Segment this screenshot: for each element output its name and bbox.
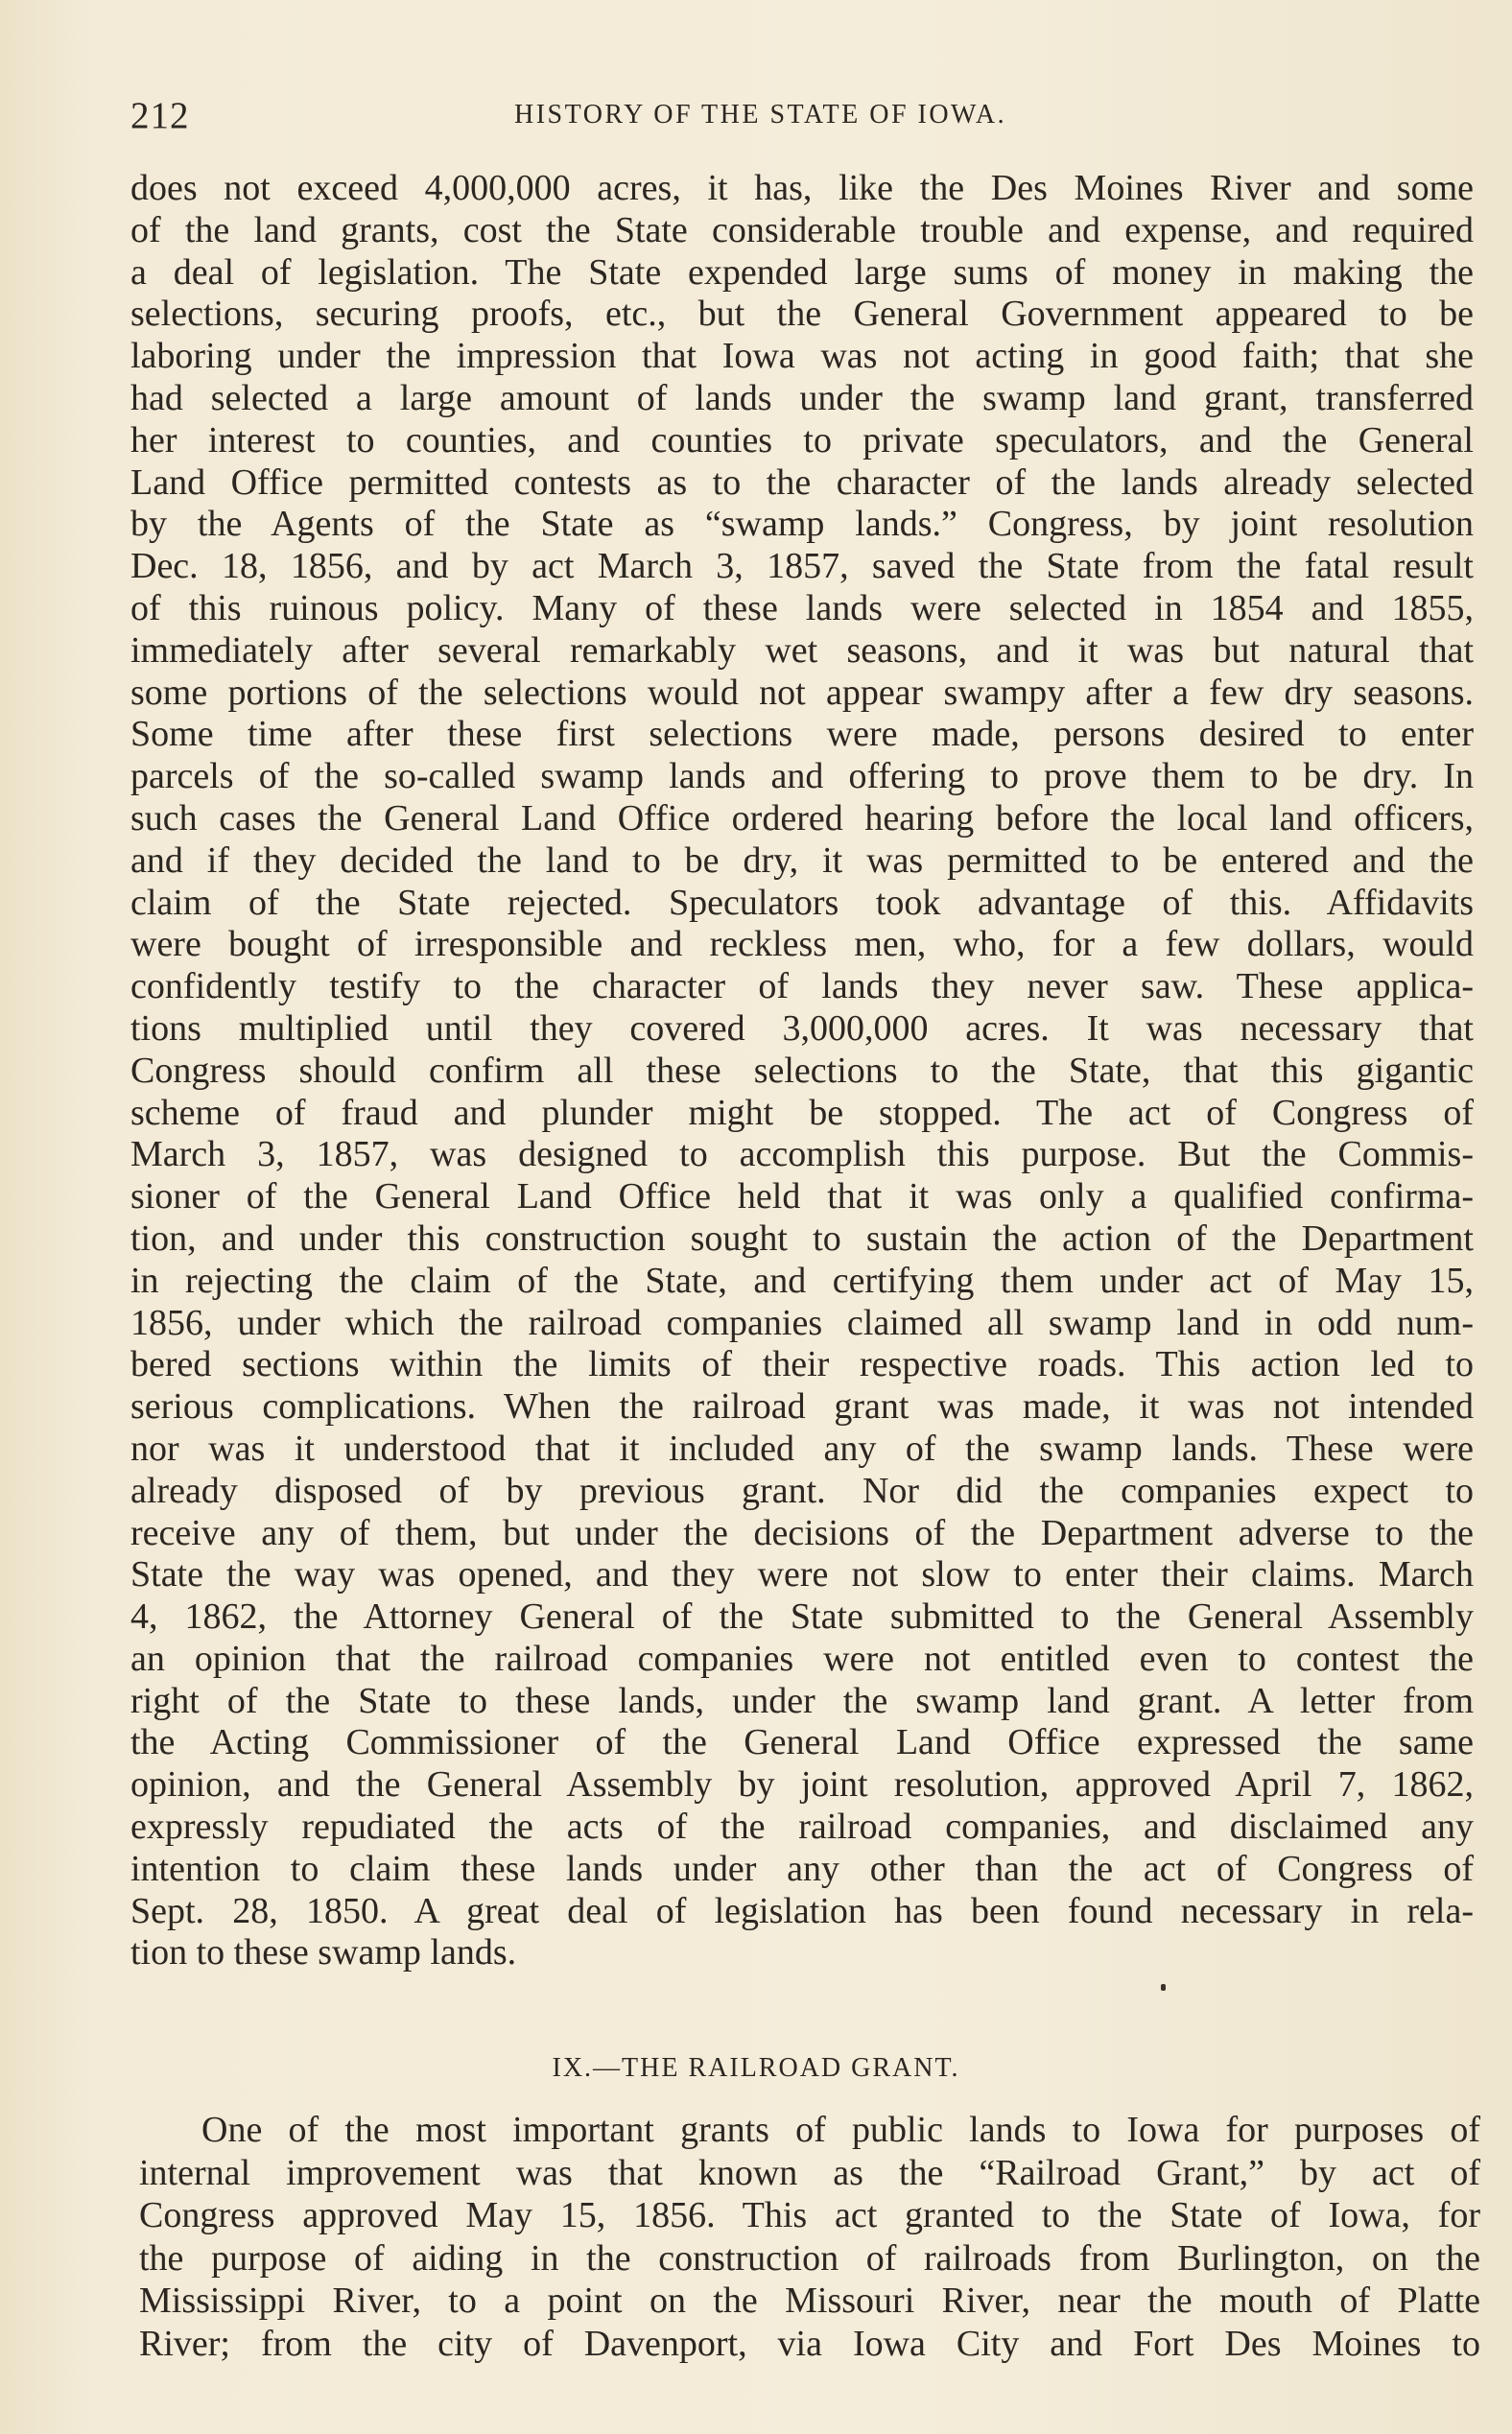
text-line: 1856, under which the railroad companies claimed all swamp land in odd num- xyxy=(130,1302,1474,1343)
paragraph-railroad-grant xyxy=(139,2109,1480,2366)
text-line: tion to these swamp lands. xyxy=(130,1932,517,1973)
text-line: were bought of irresponsible and reckless men, who, for a few dollars, would xyxy=(130,924,1474,965)
text-line: bered sections within the limits of their respective roads. This action led to xyxy=(130,1344,1474,1385)
text-line: Sept. 28, 1850. A great deal of legislation has been found necessary in rela- xyxy=(130,1890,1474,1931)
text-line: right of the State to these lands, under the swamp land grant. A letter from xyxy=(130,1680,1474,1721)
text-line: selections, securing proofs, etc., but the General Government appeared to be xyxy=(130,294,1474,335)
text-line: State the way was opened, and they were not slow to enter their claims. March xyxy=(130,1554,1474,1595)
text-line: 4, 1862, the Attorney General of the State submitted to the General Assembly xyxy=(130,1596,1474,1638)
running-title: HISTORY OF THE STATE OF IOWA. xyxy=(514,100,1007,130)
text-line: of this ruinous policy. Many of these lands were selected in 1854 and 1855, xyxy=(130,587,1474,628)
text-line: such cases the General Land Office ordered hearing before the local land officers, xyxy=(130,797,1474,839)
text-line: Some time after these first selections were made, persons desired to enter xyxy=(130,714,1474,755)
text-line: sioner of the General Land Office held that it was only a qualified confirma- xyxy=(130,1176,1474,1217)
text-line: receive any of them, but under the decisions of the Department adverse to the xyxy=(130,1512,1474,1553)
text-line: and if they decided the land to be dry, it was permitted to be entered and the xyxy=(130,839,1474,881)
text-line: by the Agents of the State as “swamp lands.” Congress, by joint resolution xyxy=(130,504,1474,545)
text-line: Land Office permitted contests as to the character of the lands already selected xyxy=(130,461,1474,503)
text-line: confidently testify to the character of lands they never saw. These applica- xyxy=(130,966,1474,1007)
text-line: immediately after several remarkably wet seasons, and it was but natural that xyxy=(130,629,1474,671)
text-line: Congress approved May 15, 1856. This act granted to the State of Iowa, for xyxy=(139,2195,1480,2236)
text-line: intention to claim these lands under any other than the act of Congress of xyxy=(130,1848,1474,1889)
text-line: Mississippi River, to a point on the Missouri River, near the mouth of Platte xyxy=(139,2280,1480,2322)
text-line: internal improvement was that known as the “Railroad Grant,” by act of xyxy=(139,2152,1480,2193)
text-line: had selected a large amount of lands under the swamp land grant, transferred xyxy=(130,377,1474,418)
text-line: opinion, and the General Assembly by joint resolution, approved April 7, 1862, xyxy=(130,1764,1474,1806)
text-line: does not exceed 4,000,000 acres, it has, like the Des Moines River and some xyxy=(130,168,1474,208)
text-line: One of the most important grants of public lands to Iowa for purposes of xyxy=(201,2110,1480,2150)
paragraph-swamp-lands xyxy=(130,168,1474,1974)
text-line: claim of the State rejected. Speculators took advantage of this. Affidavits xyxy=(130,882,1474,923)
text-line: tions multiplied until they covered 3,000,000 acres. It was necessary that xyxy=(130,1007,1474,1049)
text-line: Dec. 18, 1856, and by act March 3, 1857, saved the State from the fatal result xyxy=(130,546,1474,587)
text-line: serious complications. When the railroad grant was made, it was not intended xyxy=(130,1386,1474,1428)
text-line: expressly repudiated the acts of the railroad companies, and disclaimed any xyxy=(130,1807,1474,1848)
text-line: laboring under the impression that Iowa was not acting in good faith; that she xyxy=(130,336,1474,377)
text-line: Congress should confirm all these selections to the State, that this gigantic xyxy=(130,1050,1474,1091)
text-line: already disposed of by previous grant. Nor did the companies expect to xyxy=(130,1470,1474,1511)
text-line: of the land grants, cost the State considerable trouble and expense, and required xyxy=(130,209,1474,250)
section-heading: IX.—THE RAILROAD GRANT. xyxy=(552,2053,960,2083)
text-line: nor was it understood that it included any of the swamp lands. These were xyxy=(130,1428,1474,1469)
text-line: scheme of fraud and plunder might be stopped. The act of Congress of xyxy=(130,1092,1474,1133)
text-line: parcels of the so-called swamp lands and offering to prove them to be dry. In xyxy=(130,756,1474,797)
text-line: the purpose of aiding in the construction of railroads from Burlington, on the xyxy=(139,2237,1480,2279)
text-line: the Acting Commissioner of the General Land Office expressed the same xyxy=(130,1722,1474,1763)
text-line: March 3, 1857, was designed to accomplish this purpose. But the Commis- xyxy=(130,1134,1474,1175)
text-line: in rejecting the claim of the State, and certifying them under act of May 15, xyxy=(130,1260,1474,1301)
page-number: 212 xyxy=(130,95,190,136)
text-line: a deal of legislation. The State expended large sums of money in making the xyxy=(130,251,1474,293)
text-line: her interest to counties, and counties to private speculators, and the General xyxy=(130,419,1474,461)
running-head xyxy=(130,94,1474,136)
text-line: some portions of the selections would not appear swampy after a few dry seasons. xyxy=(130,672,1474,713)
text-line: an opinion that the railroad companies were not entitled even to contest the xyxy=(130,1638,1474,1679)
ink-speck xyxy=(1161,1984,1166,1991)
text-line: River; from the city of Davenport, via Iowa City and Fort Des Moines to xyxy=(139,2323,1480,2364)
text-line: tion, and under this construction sought to sustain the action of the Department xyxy=(130,1217,1474,1259)
